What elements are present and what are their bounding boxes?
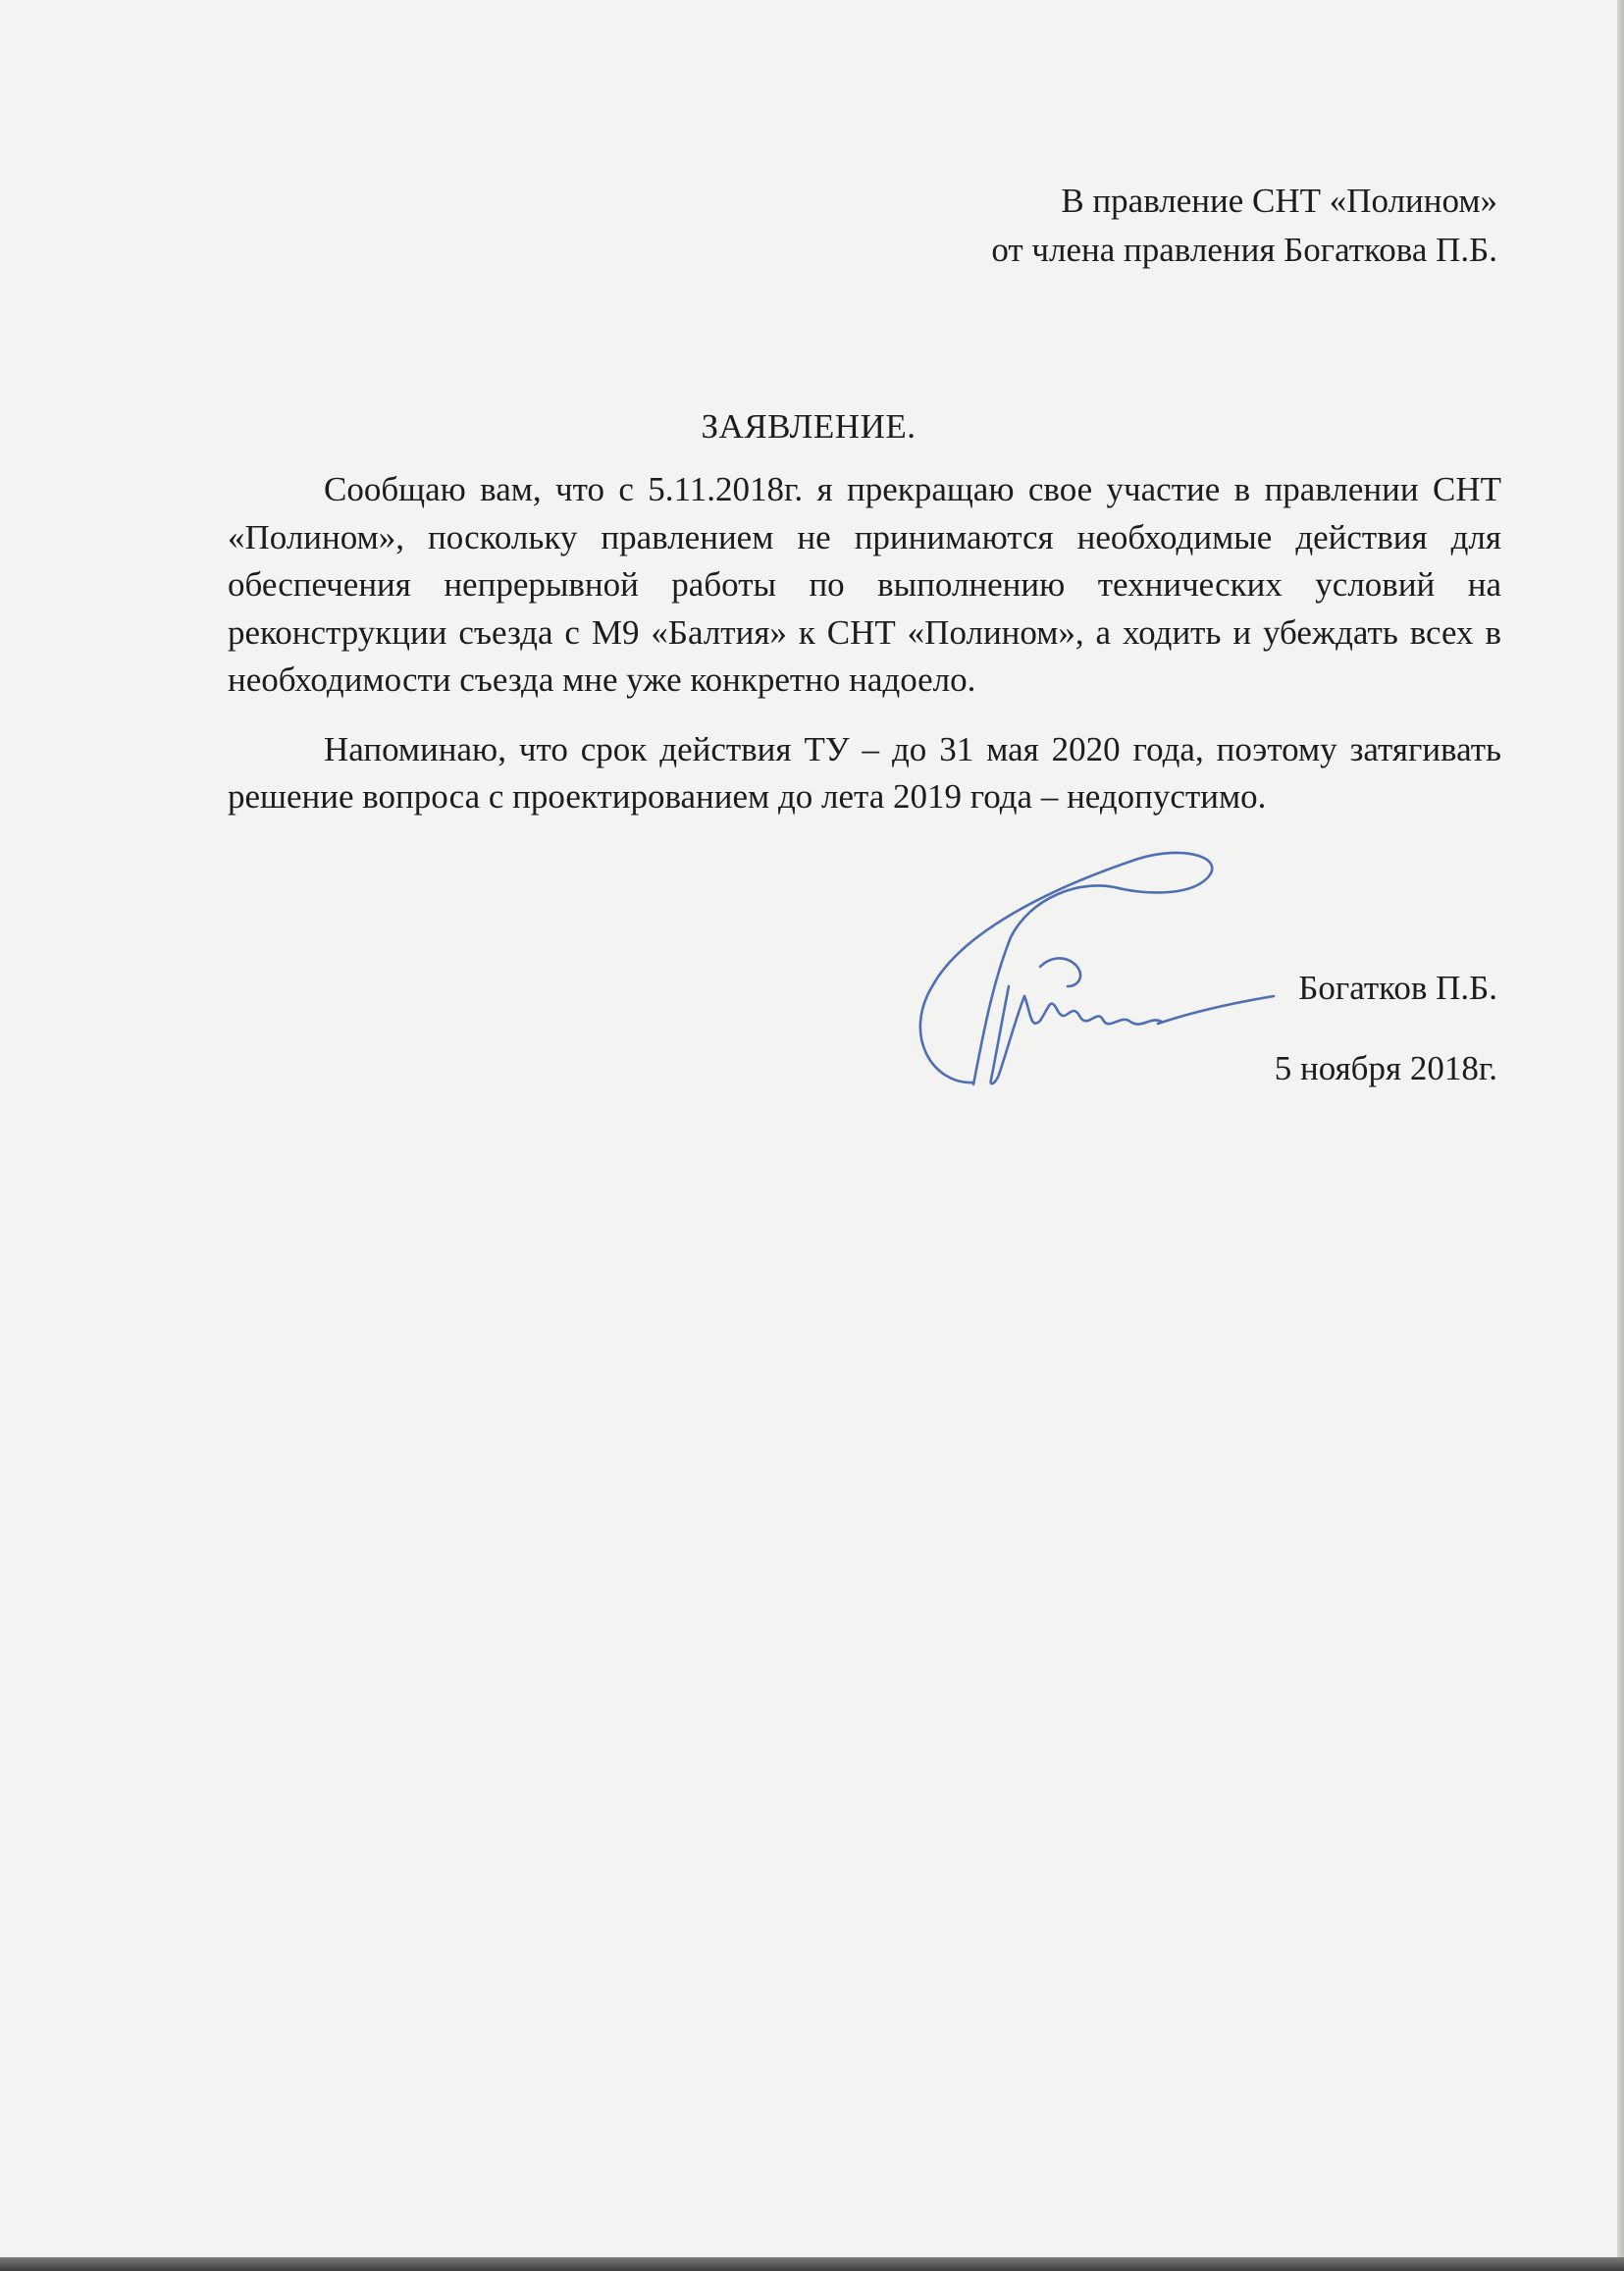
scan-edge <box>0 2257 1624 2271</box>
paragraph: Напоминаю, что срок действия ТУ – до 31 мая 2020 года, поэтому затягивать решение вопроса с проектированием до лета 2019 года – недопустимо. <box>228 729 1501 816</box>
paragraph: Сообщаю вам, что с 5.11.2018г. я прекращаю свое участие в правлении СНТ «Полином», поскольку правлением не принимаются необходимые действия для обеспечения непрерывной работы по выполнению технических условий на реконструкции съезда с М9 «Балтия» к СНТ «Полином», а ходить и убеждать всех в необходимости съезда мне уже конкретно надоело. <box>228 470 1501 699</box>
document-body <box>228 466 1501 843</box>
scan-edge <box>1617 0 1624 2271</box>
document-title: ЗАЯВЛЕНИЕ. <box>701 407 917 446</box>
signature-block <box>1275 964 1497 1093</box>
addressee-line: от члена правления Богаткова П.Б. <box>991 231 1497 269</box>
signature-icon <box>893 839 1276 1104</box>
document-date: 5 ноября 2018г. <box>1274 1049 1497 1087</box>
addressee-line: В правление СНТ «Полином» <box>1061 182 1497 220</box>
addressee-block <box>991 177 1497 275</box>
signer-name: Богатков П.Б. <box>1298 969 1497 1007</box>
